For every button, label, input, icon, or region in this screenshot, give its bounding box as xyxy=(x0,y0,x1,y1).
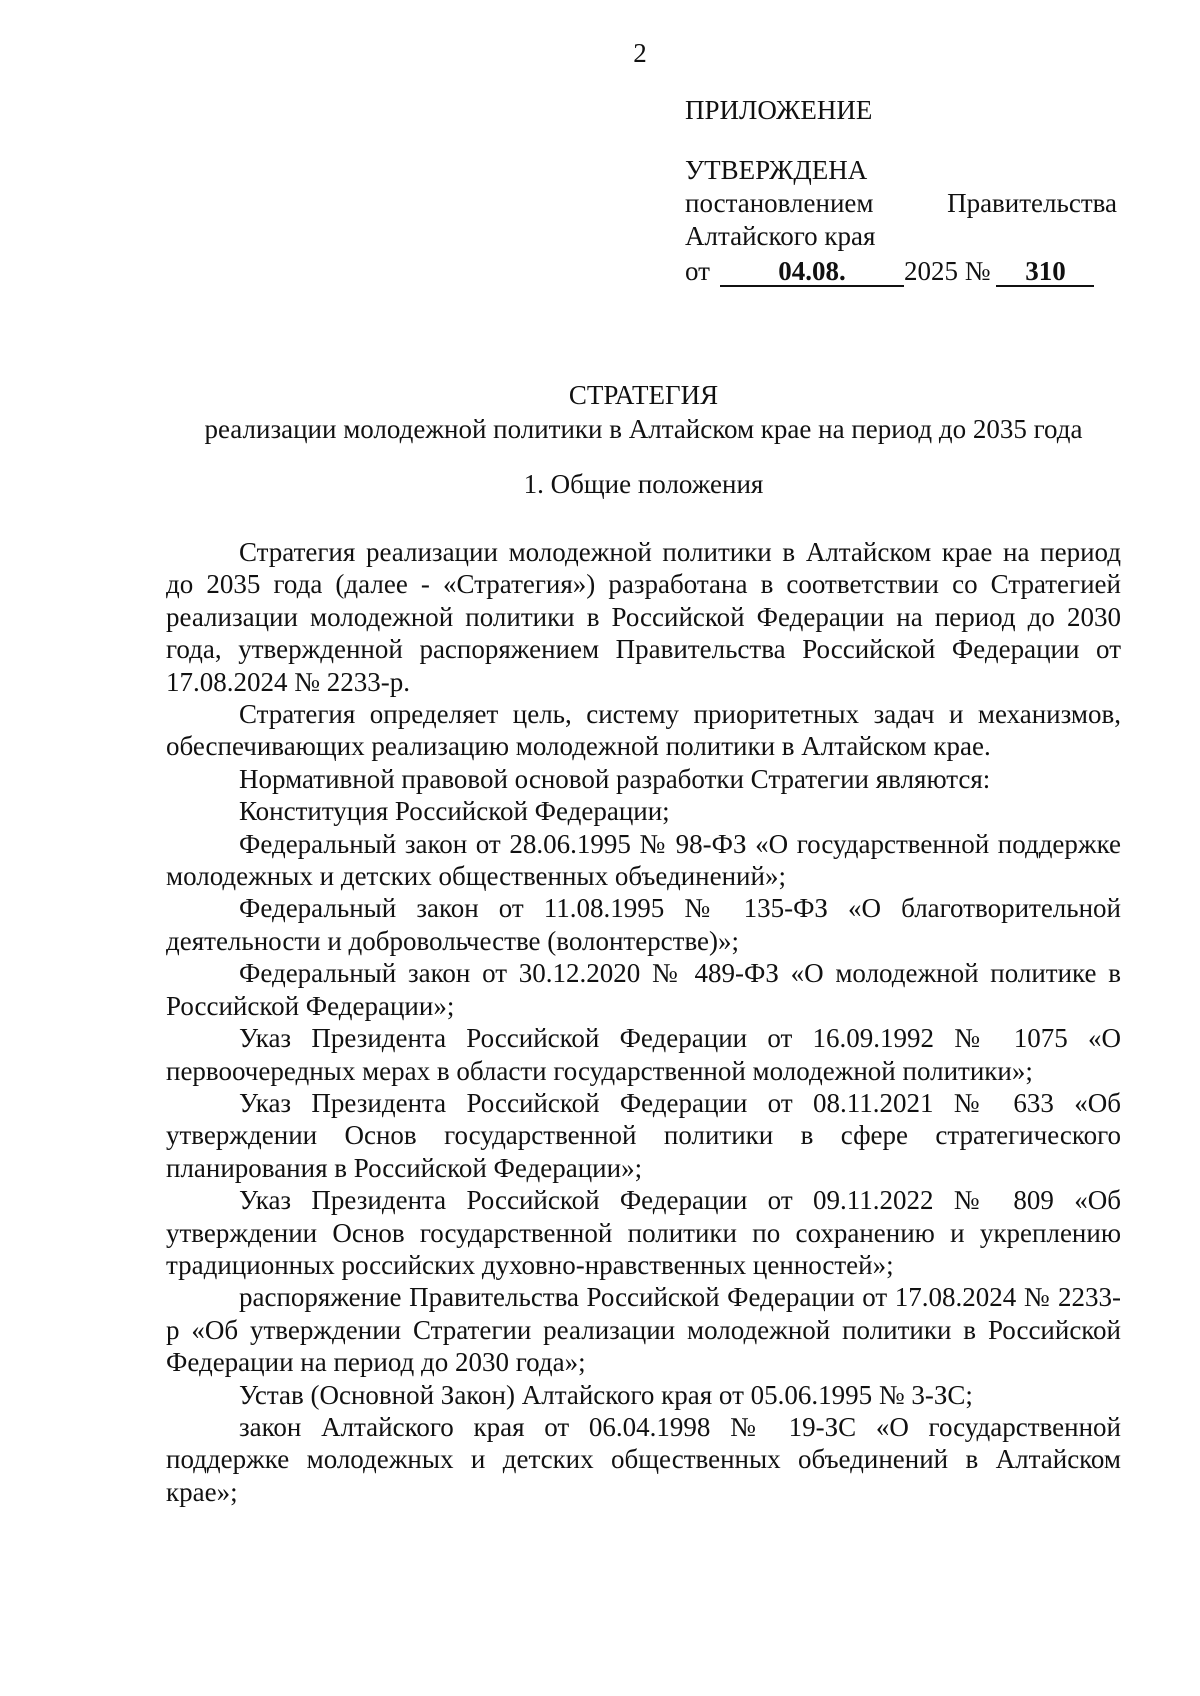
page-number: 2 xyxy=(633,38,647,68)
approval-stamp xyxy=(685,94,1117,288)
body-text xyxy=(166,536,1121,1508)
government-label: Правительства xyxy=(947,188,1117,218)
paragraph: Стратегия определяет цель, систему приоритетных задач и механизмов, обеспечивающих реализацию молодежной политики в Алтайском крае. xyxy=(166,699,1121,762)
paragraph: Указ Президента Российской Федерации от 09.11.2022 № 809 «Об утверждении Основ государственной политики по сохранению и укреплению традиционных российских духовно-нравственных ценностей»; xyxy=(166,1185,1121,1280)
paragraph: Стратегия реализации молодежной политики в Алтайском крае на период до 2035 года (далее - «Стратегия») разработана в соответствии со Стратегией реализации молодежной политики в Российской Федерации на период до 2030 года, утвержденной распоряжением Правительства Российской Федерации от 17.08.2024 № 2233-р. xyxy=(166,537,1121,697)
document-title-block xyxy=(166,378,1121,446)
region-label: Алтайского края xyxy=(685,221,876,251)
document-subtitle: реализации молодежной политики в Алтайском крае на период до 2035 года xyxy=(204,414,1083,444)
resolution-line xyxy=(685,187,1117,220)
paragraph: Нормативной правовой основой разработки Стратегии являются: xyxy=(239,763,991,794)
paragraph: Устав (Основной Закон) Алтайского края от 05.06.1995 № 3-ЗС; xyxy=(239,1379,973,1410)
resolution-number: 310 xyxy=(996,257,1094,287)
paragraph: Федеральный закон от 30.12.2020 № 489-ФЗ «О молодежной политике в Российской Федерации»; xyxy=(166,958,1121,1021)
paragraph: закон Алтайского края от 06.04.1998 № 19-ЗС «О государственной поддержке молодежных и детских общественных объединений в Алтайском крае»; xyxy=(166,1411,1121,1507)
from-label: от xyxy=(685,256,710,286)
appendix-label: ПРИЛОЖЕНИЕ xyxy=(685,95,873,125)
date-line xyxy=(685,255,1117,288)
approved-label: УТВЕРЖДЕНА xyxy=(685,155,868,185)
paragraph: Указ Президента Российской Федерации от 08.11.2021 № 633 «Об утверждении Основ государственной политики в сфере стратегического планирования в Российской Федерации»; xyxy=(166,1087,1121,1183)
year-number-label: 2025 № xyxy=(903,256,991,286)
document-title: СТРАТЕГИЯ xyxy=(568,380,719,410)
paragraph: распоряжение Правительства Российской Федерации от 17.08.2024 № 2233-р «Об утверждении Стратегии реализации молодежной политики в Российской Федерации на период до 2030 года»; xyxy=(166,1282,1121,1378)
paragraph: Конституция Российской Федерации; xyxy=(239,796,670,827)
paragraph: Указ Президента Российской Федерации от 16.09.1992 № 1075 «О первоочередных мерах в области государственной молодежной политики»; xyxy=(166,1023,1121,1086)
resolution-label: постановлением xyxy=(685,188,874,218)
paragraph: Федеральный закон от 28.06.1995 № 98-ФЗ «О государственной поддержке молодежных и детских общественных объединений»; xyxy=(166,828,1121,892)
section-heading: 1. Общие положения xyxy=(523,469,764,499)
paragraph: Федеральный закон от 11.08.1995 № 135-ФЗ «О благотворительной деятельности и добровольчестве (волонтерстве)»; xyxy=(166,893,1121,956)
resolution-date: 04.08. xyxy=(720,257,904,287)
